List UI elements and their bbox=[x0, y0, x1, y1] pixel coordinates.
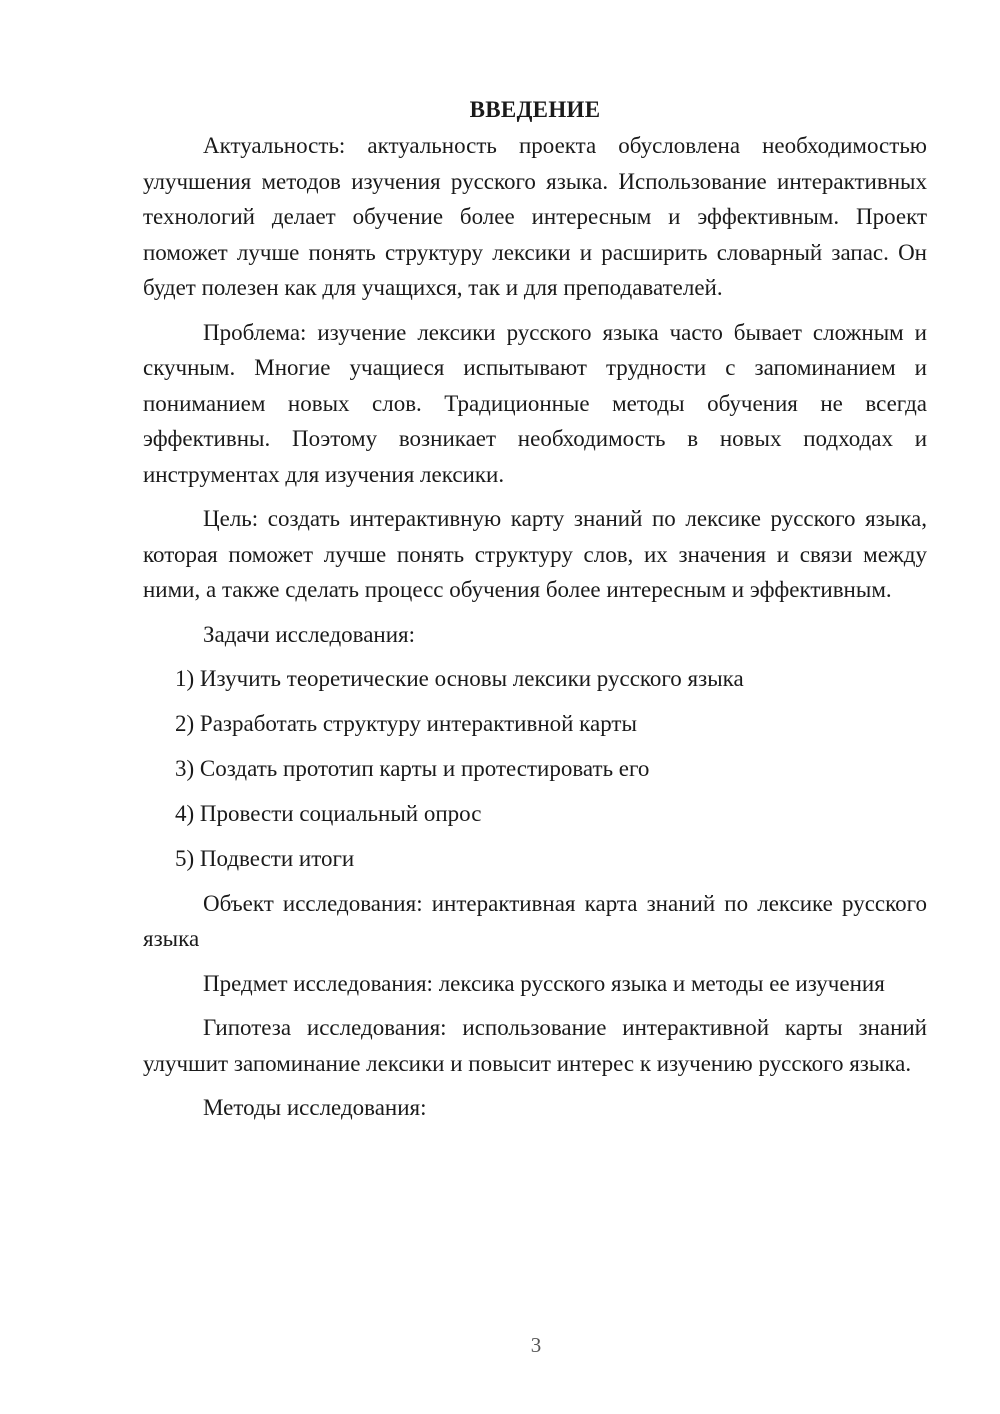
section-heading: ВВЕДЕНИЕ bbox=[469, 97, 601, 122]
page-content bbox=[143, 92, 927, 1126]
list-item: 5) Подвести итоги bbox=[175, 846, 355, 871]
list-item: 2) Разработать структуру интерактивной карты bbox=[175, 711, 637, 736]
tasks-label: Задачи исследования: bbox=[203, 621, 416, 647]
page-number: 3 bbox=[530, 1333, 542, 1357]
relevance-paragraph: Актуальность: актуальность проекта обусловлена необходимостью улучшения методов изучения русского языка. Использование интерактивных технологий делает обучение более интересным и эффективным. Проект поможет лучше понять структуру лексики и расширить словарный запас. Он будет полезен как для учащихся, так и для преподавателей. bbox=[143, 133, 927, 300]
list-item: 1) Изучить теоретические основы лексики русского языка bbox=[175, 666, 744, 691]
goal-paragraph: Цель: создать интерактивную карту знаний по лексике русского языка, которая поможет лучше понять структуру слов, их значения и связи между ними, а также сделать процесс обучения более интересным и эффективным. bbox=[143, 506, 927, 602]
task-list bbox=[143, 661, 927, 877]
problem-paragraph: Проблема: изучение лексики русского языка часто бывает сложным и скучным. Многие учащиеся испытывают трудности с запоминанием и пониманием новых слов. Традиционные методы обучения не всегда эффективны. Поэтому возникает необходимость в новых подходах и инструментах для изучения лексики. bbox=[143, 319, 927, 487]
methods-label: Методы исследования: bbox=[203, 1095, 427, 1120]
subject-paragraph: Предмет исследования: лексика русского языка и методы ее изучения bbox=[203, 970, 885, 996]
object-paragraph: Объект исследования: интерактивная карта знаний по лексике русского языка bbox=[143, 890, 927, 951]
list-item: 3) Создать прототип карты и протестировать его bbox=[175, 756, 650, 781]
hypothesis-paragraph: Гипотеза исследования: использование интерактивной карты знаний улучшит запоминание лексики и повысит интерес к изучению русского языка. bbox=[143, 1015, 927, 1076]
list-item: 4) Провести социальный опрос bbox=[175, 801, 482, 826]
